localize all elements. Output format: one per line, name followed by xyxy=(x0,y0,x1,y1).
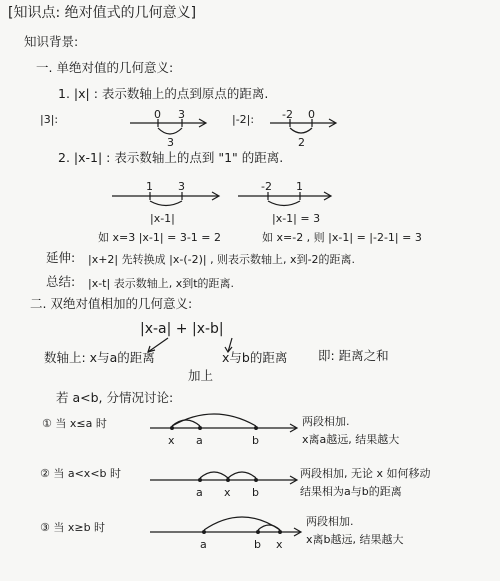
tick-label: -2 xyxy=(282,108,293,121)
case2-note1: 两段相加, 无论 x 如何移动 xyxy=(300,467,431,480)
brace-label: |x-1| = 3 xyxy=(272,212,321,225)
item1-example-b-label: |-2|: xyxy=(232,113,255,126)
point-label: b xyxy=(254,538,261,551)
distance-label: 3 xyxy=(167,136,174,149)
point-label: a xyxy=(196,434,203,447)
tick-label: 3 xyxy=(178,180,185,193)
case3-number-line xyxy=(150,517,301,551)
explain-left: 数轴上: x与a的距离 xyxy=(44,350,155,365)
explain-mid: x与b的距离 xyxy=(222,350,288,365)
extension-line: |x+2| 先转换成 |x-(-2)| , 则表示数轴上, x到-2的距离. xyxy=(88,253,356,266)
point-label: a xyxy=(196,486,203,499)
point-label: b xyxy=(252,434,259,447)
case2-label: ② 当 a<x<b 时 xyxy=(40,467,122,480)
case3-note2: x离b越远, 结果越大 xyxy=(306,533,404,546)
tick-label: 1 xyxy=(296,180,303,193)
case1-note2: x离a越远, 结果越大 xyxy=(302,433,400,446)
case3-note1: 两段相加. xyxy=(306,515,354,528)
distance-brace xyxy=(290,128,312,133)
plus-label: 加上 xyxy=(188,368,214,383)
brace-label: |x-1| xyxy=(150,212,175,225)
number-line-x-minus-1-b xyxy=(238,180,331,225)
tick-label: 0 xyxy=(308,108,315,121)
extension-label: 延伸: xyxy=(46,250,76,265)
case1-number-line xyxy=(150,414,297,447)
case3-label: ③ 当 x≥b 时 xyxy=(40,521,106,534)
tick-label: -2 xyxy=(261,180,272,193)
item2-note-b: 如 x=-2 , 则 |x-1| = |-2-1| = 3 xyxy=(262,231,422,244)
distance-brace xyxy=(158,128,182,134)
point-label: x xyxy=(224,486,231,499)
summary-label: 总结: xyxy=(46,274,76,289)
point-label: x xyxy=(168,434,175,447)
case2-note2: 结果相为a与b的距离 xyxy=(300,485,402,498)
number-line-abs-neg2 xyxy=(270,108,336,149)
section1-title: 一. 单绝对值的几何意义: xyxy=(36,60,174,75)
point-label: a xyxy=(200,538,207,551)
distance-label: 2 xyxy=(298,136,305,149)
section2-title: 二. 双绝对值相加的几何意义: xyxy=(30,296,193,311)
number-line-abs3 xyxy=(130,108,206,149)
case2-number-line xyxy=(150,472,297,499)
summary-line: |x-t| 表示数轴上, x到t的距离. xyxy=(88,277,235,290)
point-label: b xyxy=(252,486,259,499)
point-label: x xyxy=(276,538,283,551)
background-label: 知识背景: xyxy=(24,34,79,49)
item1-text: 1. |x| : 表示数轴上的点到原点的距离. xyxy=(58,86,269,101)
tick-label: 0 xyxy=(154,108,161,121)
case1-note1: 两段相加. xyxy=(302,415,350,428)
tick-label: 3 xyxy=(178,108,185,121)
page-title: [知识点: 绝对值式的几何意义] xyxy=(8,5,197,21)
item1-example-a-label: |3|: xyxy=(40,113,59,126)
distance-brace xyxy=(150,201,182,206)
distance-brace xyxy=(268,201,300,206)
item2-text: 2. |x-1| : 表示数轴上的点到 "1" 的距离. xyxy=(58,150,284,165)
section2-formula: |x-a| + |x-b| xyxy=(140,321,224,337)
case1-label: ① 当 x≤a 时 xyxy=(42,417,107,430)
formula-arrows xyxy=(148,338,232,352)
explain-right: 即: 距离之和 xyxy=(318,348,389,363)
tick-label: 1 xyxy=(146,180,153,193)
number-line-x-minus-1-a xyxy=(112,180,219,225)
item2-note-a: 如 x=3 |x-1| = 3-1 = 2 xyxy=(98,231,221,244)
cases-intro: 若 a<b, 分情况讨论: xyxy=(56,390,174,405)
